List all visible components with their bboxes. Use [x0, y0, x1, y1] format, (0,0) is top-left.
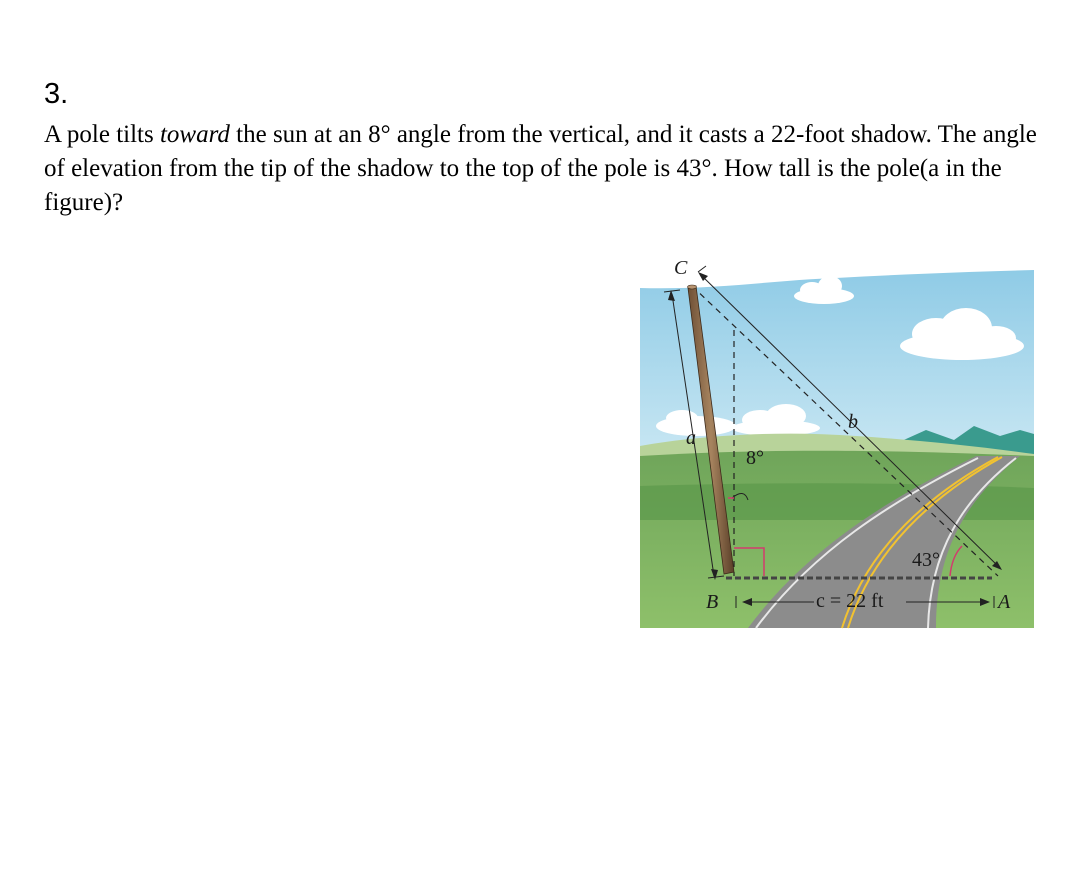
side-a-label: a: [686, 427, 696, 449]
vertex-b-label: B: [706, 591, 719, 613]
pole-diagram: [636, 250, 1036, 630]
side-b-label: b: [848, 411, 858, 433]
side-c-label: c = 22 ft: [816, 590, 884, 612]
pole-diagram-svg: [636, 250, 1036, 630]
problem-text-part2: the sun at an 8° angle from the vertical, and it casts a 22-foot shadow. The angle of elevation from the tip of the shadow to the top of the pole is 43°. How tall is the pole(a in the figure)?: [44, 121, 1037, 216]
elevation-angle-label: 43°: [912, 549, 940, 571]
vertex-c-label: C: [674, 257, 688, 279]
problem-text-part1: A pole tilts: [44, 121, 160, 148]
side-b-arrow-top: [698, 272, 708, 281]
problem-text-emphasis: toward: [159, 121, 230, 148]
tilt-angle-label: 8°: [746, 447, 764, 469]
problem-number: 3.: [44, 78, 69, 110]
pole-top: [688, 285, 697, 289]
vertex-c-tick: [698, 266, 706, 272]
problem-text: [44, 118, 1054, 220]
vertex-a-label: A: [998, 591, 1011, 613]
